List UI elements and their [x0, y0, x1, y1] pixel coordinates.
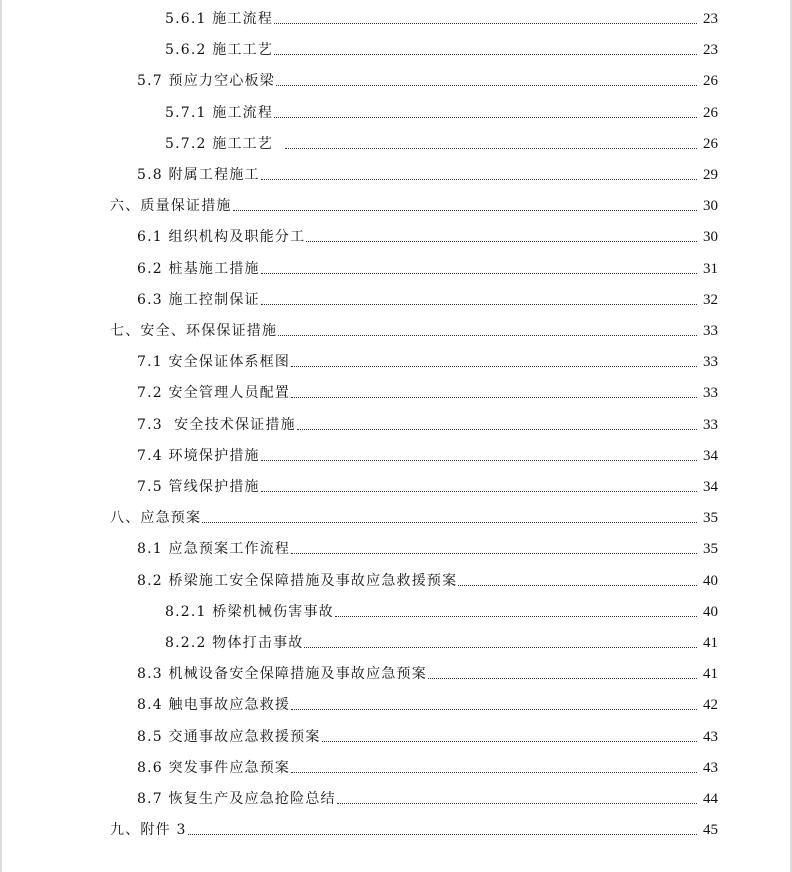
toc-entry-page: 23: [703, 42, 718, 58]
toc-entry-page: 34: [703, 479, 718, 495]
toc-entry-page: 40: [703, 573, 718, 589]
toc-dot-leader: [278, 335, 697, 336]
toc-entry-title: 8.2 桥梁施工安全保障措施及事故应急救援预案: [137, 573, 458, 589]
toc-dot-leader: [297, 429, 697, 430]
toc-dot-leader: [304, 647, 697, 648]
toc-dot-leader: [291, 397, 697, 398]
toc-entry[interactable]: [137, 289, 718, 311]
toc-entry[interactable]: [137, 414, 718, 436]
toc-dot-leader: [261, 179, 697, 180]
toc-entry-title: 5.7.1 施工流程: [165, 105, 274, 121]
toc-entry[interactable]: [165, 39, 718, 61]
toc-entry[interactable]: [137, 663, 718, 685]
toc-entry-page: 42: [703, 697, 718, 713]
toc-entry-title: 8.5 交通事故应急救援预案: [137, 729, 321, 745]
toc-entry-title: 7.2 安全管理人员配置: [137, 385, 291, 401]
toc-entry-title: 8.1 应急预案工作流程: [137, 541, 291, 557]
toc-entry-page: 30: [703, 229, 718, 245]
toc-entry[interactable]: [165, 133, 718, 155]
toc-entry-page: 34: [703, 448, 718, 464]
toc-entry-title: 7.4 环境保护措施: [137, 448, 260, 464]
toc-entry-title: 5.7.2 施工工艺: [165, 136, 285, 152]
toc-dot-leader: [285, 148, 697, 149]
toc-dot-leader: [274, 117, 697, 118]
toc-dot-leader: [261, 304, 697, 305]
toc-entry-page: 33: [703, 323, 718, 339]
toc-entry-page: 40: [703, 604, 718, 620]
toc-entry-page: 31: [703, 261, 718, 277]
toc-entry[interactable]: [165, 102, 718, 124]
toc-entry-page: 33: [703, 417, 718, 433]
toc-entry-title: 8.7 恢复生产及应急抢险总结: [137, 791, 336, 807]
toc-entry[interactable]: [110, 195, 718, 217]
toc-dot-leader: [291, 366, 697, 367]
toc-entry[interactable]: [137, 694, 718, 716]
toc-entry-title: 5.6.1 施工流程: [165, 11, 274, 27]
toc-entry[interactable]: [137, 258, 718, 280]
toc-entry-title: 7.5 管线保护措施: [137, 479, 260, 495]
toc-entry-title: 6.1 组织机构及职能分工: [137, 229, 306, 245]
toc-entry[interactable]: [137, 70, 718, 92]
toc-entry[interactable]: [137, 476, 718, 498]
toc-dot-leader: [274, 23, 697, 24]
toc-entry[interactable]: [110, 507, 718, 529]
toc-dot-leader: [291, 553, 697, 554]
toc-dot-leader: [261, 273, 697, 274]
toc-dot-leader: [261, 460, 697, 461]
toc-entry-page: 26: [703, 136, 718, 152]
toc-entry-page: 41: [703, 635, 718, 651]
toc-entry-page: 43: [703, 760, 718, 776]
toc-entry-title: 8.4 触电事故应急救援: [137, 697, 291, 713]
toc-entry[interactable]: [137, 445, 718, 467]
toc-entry[interactable]: [165, 601, 718, 623]
toc-entry-page: 33: [703, 385, 718, 401]
toc-entry-title: 5.8 附属工程施工: [137, 167, 260, 183]
toc-dot-leader: [291, 772, 697, 773]
toc-entry[interactable]: [137, 351, 718, 373]
toc-entry-page: 26: [703, 73, 718, 89]
toc-entry[interactable]: [110, 320, 718, 342]
toc-dot-leader: [322, 741, 697, 742]
toc-entry-page: 33: [703, 354, 718, 370]
toc-entry-page: 45: [703, 822, 718, 838]
toc-entry[interactable]: [165, 8, 718, 30]
toc-entry-page: 43: [703, 729, 718, 745]
toc-entry-title: 6.2 桩基施工措施: [137, 261, 260, 277]
toc-entry[interactable]: [165, 632, 718, 654]
toc-entry[interactable]: [137, 726, 718, 748]
page-edge-left: [0, 0, 2, 872]
toc-entry-page: 32: [703, 292, 718, 308]
toc-entry-title: 六、质量保证措施: [110, 198, 232, 214]
toc-dot-leader: [306, 241, 697, 242]
toc-dot-leader: [291, 709, 697, 710]
toc-entry-page: 30: [703, 198, 718, 214]
toc-entry-title: 8.2.1 桥梁机械伤害事故: [165, 604, 334, 620]
toc-dot-leader: [428, 678, 697, 679]
toc-entry-page: 44: [703, 791, 718, 807]
toc-entry-title: 九、附件 3: [110, 822, 187, 838]
toc-entry-page: 29: [703, 167, 718, 183]
toc-entry[interactable]: [137, 757, 718, 779]
toc-entry[interactable]: [110, 819, 718, 841]
toc-entry[interactable]: [137, 570, 718, 592]
toc-entry-title: 5.6.2 施工工艺: [165, 42, 274, 58]
toc-entry-title: 7.1 安全保证体系框图: [137, 354, 291, 370]
toc-entry-page: 26: [703, 105, 718, 121]
toc-entry-title: 8.6 突发事件应急预案: [137, 760, 291, 776]
toc-entry-title: 8.3 机械设备安全保障措施及事故应急预案: [137, 666, 427, 682]
toc-dot-leader: [337, 803, 697, 804]
toc-entry-title: 6.3 施工控制保证: [137, 292, 260, 308]
toc-entry[interactable]: [137, 538, 718, 560]
toc-entry-title: 八、应急预案: [110, 510, 202, 526]
toc-entry-title: 七、安全、环保保证措施: [110, 323, 278, 339]
toc-entry-title: 5.7 预应力空心板梁: [137, 73, 275, 89]
toc-entry-title: 7.3 安全技术保证措施: [137, 417, 296, 433]
toc-dot-leader: [335, 616, 697, 617]
toc-entry[interactable]: [137, 226, 718, 248]
toc-entry-page: 41: [703, 666, 718, 682]
toc-dot-leader: [202, 522, 697, 523]
toc-dot-leader: [458, 585, 697, 586]
toc-entry[interactable]: [137, 788, 718, 810]
toc-entry-page: 23: [703, 11, 718, 27]
toc-entry-title: 8.2.2 物体打击事故: [165, 635, 304, 651]
toc-entry[interactable]: [137, 382, 718, 404]
toc-dot-leader: [261, 491, 697, 492]
toc-entry[interactable]: [137, 164, 718, 186]
toc-dot-leader: [188, 834, 697, 835]
toc-entry-page: 35: [703, 541, 718, 557]
toc-dot-leader: [276, 85, 697, 86]
toc-dot-leader: [274, 54, 697, 55]
toc-entry-page: 35: [703, 510, 718, 526]
toc-dot-leader: [233, 210, 697, 211]
